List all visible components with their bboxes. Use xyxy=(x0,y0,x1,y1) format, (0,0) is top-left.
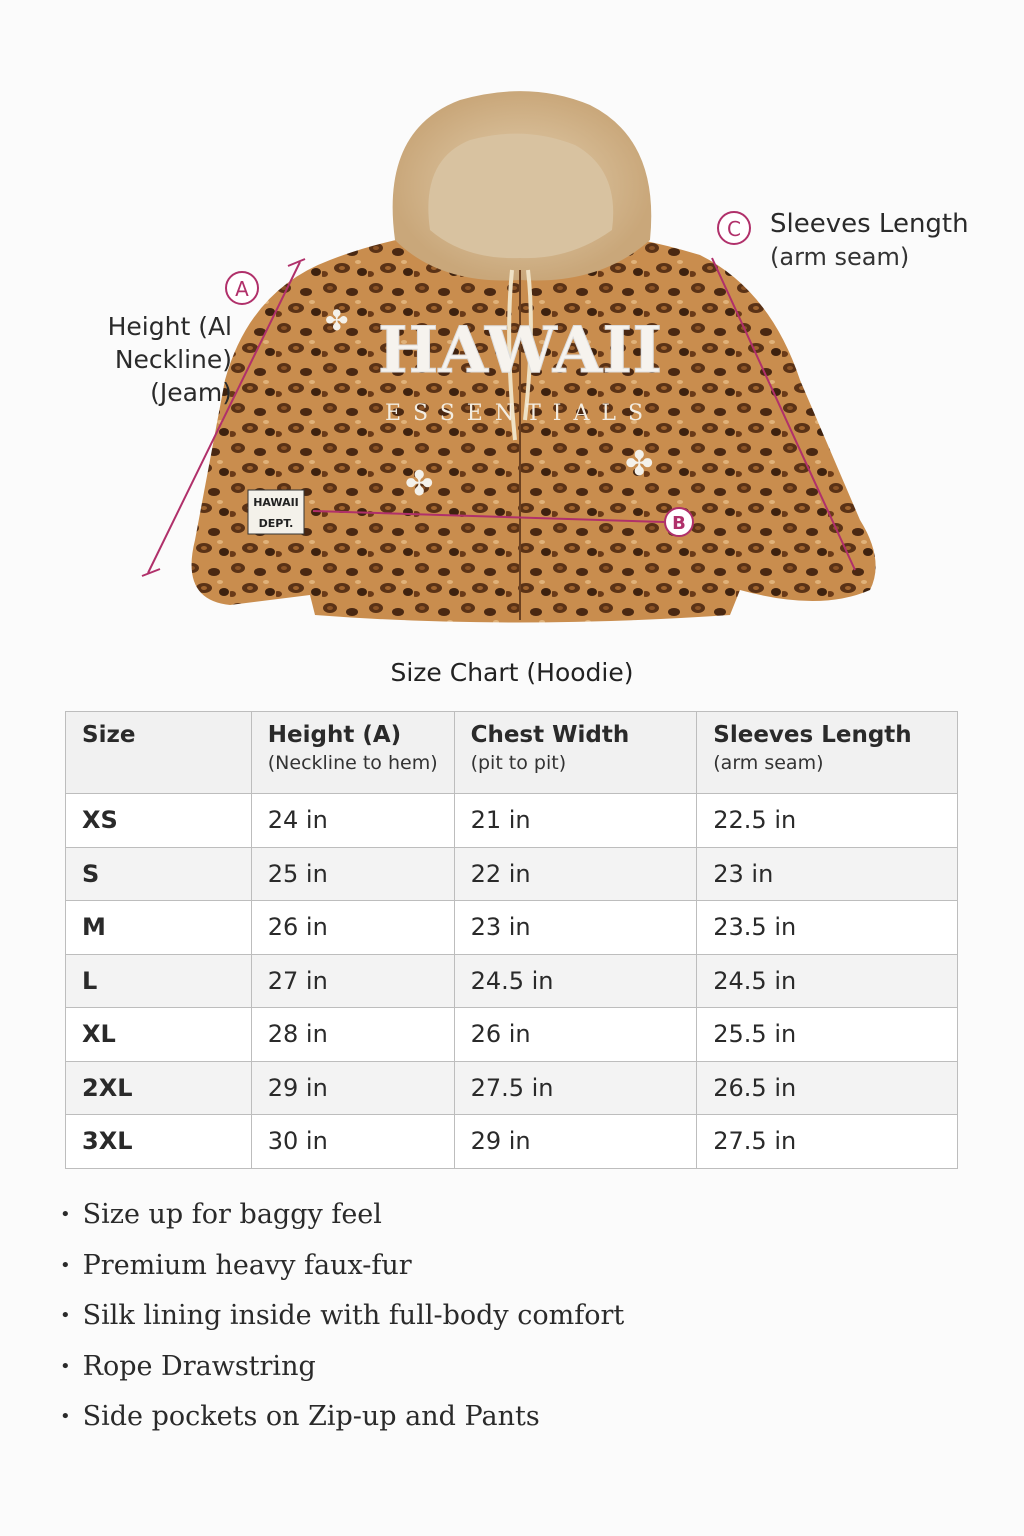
feature-text: Rope Drawstring xyxy=(82,1350,316,1382)
marker-c-letter: C xyxy=(727,217,741,241)
size-cell: 2XL xyxy=(66,1061,252,1115)
chest-subprint: ESSENTIALS xyxy=(384,401,656,426)
header-title: Sleeves Length xyxy=(713,722,912,748)
bullet-icon: • xyxy=(60,1355,71,1377)
table-header-row xyxy=(66,712,958,794)
table-row xyxy=(66,1008,958,1062)
header-sleeves xyxy=(697,712,958,794)
feature-text: Premium heavy faux-fur xyxy=(82,1249,412,1281)
size-cell: S xyxy=(66,847,252,901)
size-cell: 3XL xyxy=(66,1115,252,1169)
table-row xyxy=(66,794,958,848)
header-sub: (pit to pit) xyxy=(470,752,567,774)
hood-lining xyxy=(428,134,613,259)
feature-item xyxy=(60,1345,624,1396)
table-row xyxy=(66,1061,958,1115)
marker-a-letter: A xyxy=(235,277,249,301)
table-row xyxy=(66,847,958,901)
bullet-icon: • xyxy=(60,1305,71,1326)
feature-list xyxy=(60,1193,624,1446)
header-title: Chest Width xyxy=(470,722,630,748)
size-cell: L xyxy=(66,954,252,1008)
sleeves-sublabel: (arm seam) xyxy=(770,243,910,271)
size-chart-table xyxy=(65,711,958,1169)
header-height xyxy=(251,712,454,794)
chest-cell: 21 in xyxy=(454,794,697,848)
feature-item xyxy=(60,1294,624,1345)
height-cell: 29 in xyxy=(251,1061,454,1115)
height-label-line: Neckline) xyxy=(114,345,232,374)
table-row xyxy=(66,1115,958,1169)
sleeves-cell: 23 in xyxy=(697,847,958,901)
cross-graphic: ✤ xyxy=(405,465,434,503)
header-sub: (arm seam) xyxy=(713,752,824,774)
bullet-icon: • xyxy=(60,1204,71,1225)
chest-print: HAWAII xyxy=(377,313,663,388)
header-size xyxy=(66,712,252,794)
cross-graphic: ✤ xyxy=(325,305,349,336)
chest-cell: 23 in xyxy=(454,901,697,955)
chest-cell: 24.5 in xyxy=(454,954,697,1008)
sleeves-cell: 27.5 in xyxy=(697,1115,958,1169)
sleeves-label: Sleeves Length xyxy=(770,209,969,239)
feature-item xyxy=(60,1193,624,1244)
sleeves-cell: 23.5 in xyxy=(697,901,958,955)
size-cell: M xyxy=(66,901,252,955)
height-label-line: (Jeam) xyxy=(150,378,232,407)
chest-cell: 29 in xyxy=(454,1115,697,1169)
feature-item xyxy=(60,1395,624,1446)
height-cell: 30 in xyxy=(251,1115,454,1169)
sleeves-cell: 24.5 in xyxy=(697,954,958,1008)
height-cell: 28 in xyxy=(251,1008,454,1062)
feature-text: Silk lining inside with full-body comfort xyxy=(82,1300,625,1331)
bullet-icon: • xyxy=(60,1406,71,1427)
height-measure-tick xyxy=(288,259,305,266)
feature-item xyxy=(60,1244,624,1295)
height-cell: 26 in xyxy=(251,901,454,955)
size-cell: XS xyxy=(66,794,252,848)
height-measure-tick xyxy=(142,569,160,576)
bullet-icon: • xyxy=(60,1254,71,1276)
height-cell: 24 in xyxy=(251,794,454,848)
chest-cell: 27.5 in xyxy=(454,1061,697,1115)
marker-b-letter: B xyxy=(672,513,686,534)
sleeves-cell: 22.5 in xyxy=(697,794,958,848)
height-cell: 25 in xyxy=(251,847,454,901)
sleeves-annotation-label xyxy=(770,208,969,274)
chest-cell: 22 in xyxy=(454,847,697,901)
header-title: Height (A) xyxy=(267,722,402,748)
size-cell: XL xyxy=(66,1008,252,1062)
table-row xyxy=(66,901,958,955)
height-label-line: Height (Al xyxy=(107,312,232,341)
height-cell: 27 in xyxy=(251,954,454,1008)
feature-text: Side pockets on Zip-up and Pants xyxy=(82,1401,540,1432)
patch-line-1: HAWAII xyxy=(253,496,299,509)
size-chart-title: Size Chart (Hoodie) xyxy=(390,658,634,687)
table-row xyxy=(66,954,958,1008)
feature-text: Size up for baggy feel xyxy=(82,1199,382,1230)
patch-line-2: DEPT. xyxy=(258,517,294,530)
header-chest xyxy=(454,712,697,794)
cross-graphic: ✤ xyxy=(625,445,654,483)
header-title: Size xyxy=(82,722,136,748)
chest-cell: 26 in xyxy=(454,1008,697,1062)
height-annotation-label xyxy=(60,310,232,409)
header-sub: (Neckline to hem) xyxy=(267,752,438,774)
sleeves-cell: 25.5 in xyxy=(697,1008,958,1062)
sleeves-cell: 26.5 in xyxy=(697,1061,958,1115)
